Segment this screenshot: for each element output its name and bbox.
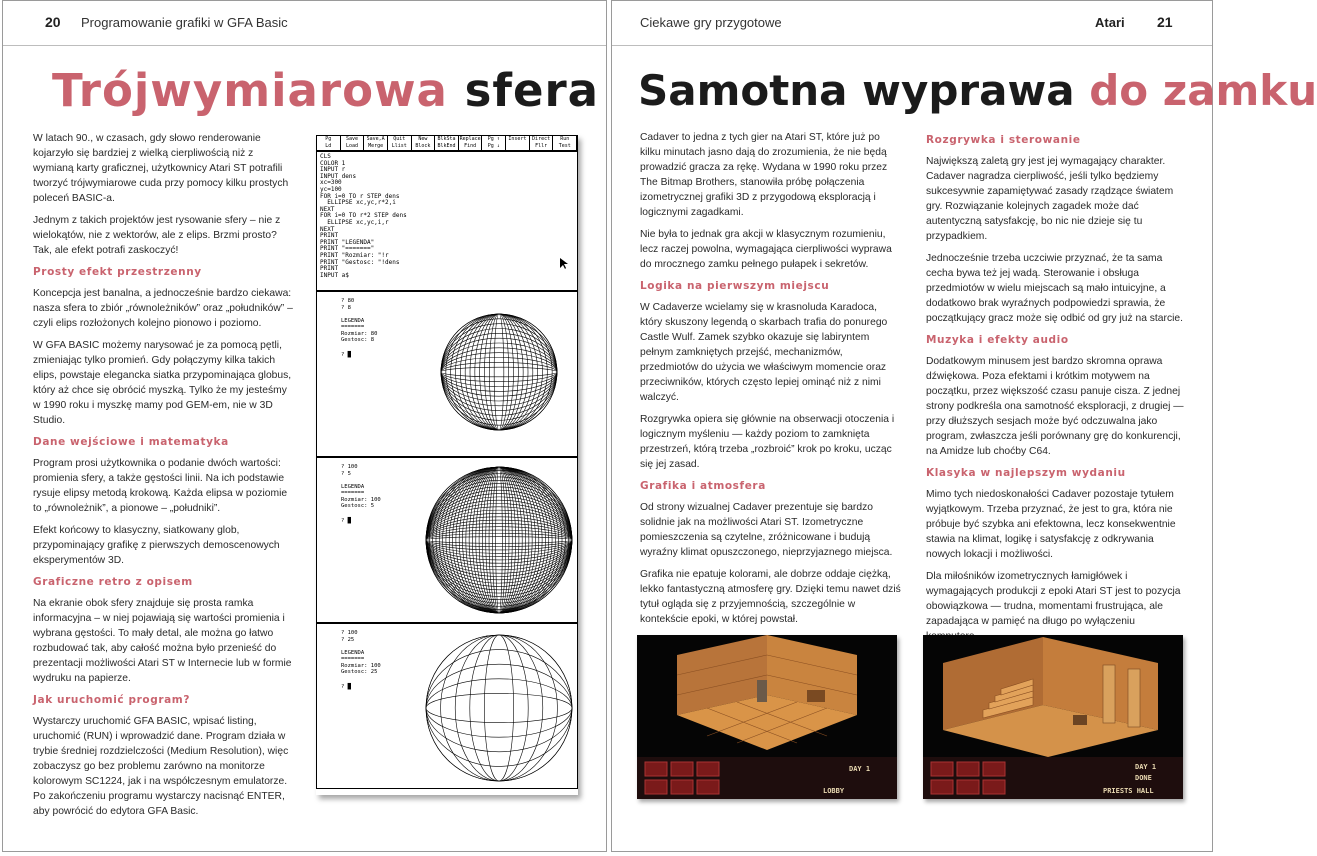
output-text: Gestosc: 25 (341, 669, 378, 675)
section-heading: Grafika i atmosfera (640, 480, 766, 492)
output-panel (316, 623, 578, 789)
section-heading: Rozgrywka i sterowanie (926, 134, 1081, 146)
paragraph: Nie była to jednak gra akcji w klasycznym rozumieniu, lecz raczej powolna, wymagająca cierpliwości wyprawa do mrocznego zamku pełnego pułapek i sekretów. (640, 229, 892, 270)
sphere-parallel (441, 362, 557, 381)
sphere-parallel (426, 467, 572, 613)
room-name: PRIESTS HALL (1103, 787, 1154, 795)
sphere-parallel (426, 494, 572, 587)
right-left-column (640, 130, 902, 634)
mouse-pointer-icon (560, 258, 568, 270)
output-panel (316, 457, 578, 623)
isometric-room-image (923, 635, 1183, 799)
paragraph: Dla miłośników izometrycznych łamigłówek i wymagających produkcji z epoki Atari ST jest to pozycja obowiązkowa — trudna, momentami frustrująca, ale zapadająca w pamięć na długo po wyłączeniu (926, 571, 1181, 627)
sphere-meridian (456, 314, 543, 430)
paragraph: Grafika nie epatuje kolorami, ale dobrze oddaje ciężką, lekko fantastyczną atmosferę gry. Dzięki temu nawet dziś tytuł ogląda się z przyjemnością, szczególnie w kontekście epoki, w której powstał. (640, 569, 901, 625)
menu-cell-label: Direct (532, 136, 551, 142)
output-text: Rozmiar: 100 (341, 663, 381, 669)
output-text: ? 100 (341, 464, 358, 470)
menu-cell-label: Block (415, 142, 431, 149)
paragraph: Od strony wizualnej Cadaver prezentuje się bardzo solidnie jak na możliwości Atari ST. Izometryczne pomieszczenia są czytelne, zróżnicowane i budują wyraźny klimat opuszczonego, nieprzyjaznego miejsca. (640, 502, 893, 558)
sphere-meridian (441, 314, 557, 430)
wireframe-sphere (317, 292, 577, 456)
menu-cell-label: Llist (391, 142, 407, 149)
day-counter: DAY 1 (849, 765, 871, 773)
sphere-parallel (426, 500, 572, 580)
right-right-column (926, 130, 1186, 651)
code-line: NEXT (320, 205, 335, 213)
code-line: INPUT dens (320, 172, 357, 180)
output-text: ? █ (341, 684, 351, 690)
code-line: COLOR 1 (320, 159, 346, 167)
section-heading: Klasyka w najlepszym wydaniu (926, 467, 1126, 479)
code-listing (317, 152, 577, 281)
sphere-meridian (496, 467, 503, 613)
brand-label: Atari (1095, 15, 1125, 30)
code-line: ELLIPSE xc,yc,i,r (320, 218, 389, 226)
output-text: LEGENDA (341, 318, 365, 324)
output-text: ? 100 (341, 630, 358, 636)
code-line: ELLIPSE xc,yc,r*2,i (320, 199, 396, 207)
menu-cell-label: Run (560, 136, 570, 142)
output-text: Rozmiar: 80 (341, 331, 378, 337)
paragraph: Koncepcja jest banalna, a jednocześnie bardzo ciekawa: nasza sfera to zbiór „równoleżników” oraz „południków” – czyli elips rozłożonych kolejno pionowo i poziomo. (33, 288, 293, 329)
output-text: ======= (341, 324, 365, 330)
menu-cell-label: Replace (459, 136, 481, 142)
paragraph: Mimo tych niedoskonałości Cadaver pozostaje tytułem wyjątkowym. Trzeba przyznać, że jest to gra, która nie próbuje być szybka ani efektowna, lecz konsekwentnie stawia na klimat, logikę i satysfakcję z odkrywania nowych lokacji i możliwości. (926, 489, 1176, 560)
sphere-meridian (482, 467, 515, 613)
menu-cell-label: BlkSta (437, 136, 456, 142)
code-line: PRINT (320, 265, 339, 273)
sphere-parallel (441, 314, 557, 430)
title-part-1: Trójwymiarowa (52, 64, 448, 117)
title-part-2: sfera (464, 64, 600, 117)
sphere-parallel (426, 487, 572, 593)
paragraph: Program prosi użytkownika o podanie dwóch wartości: promienia sfery, a także gęstości linii. Na ich podstawie rysuje elipsy metodą krokową. Każda elipsa w poziomie to „równoleżnik”, a pionowe – „południki”. (33, 458, 288, 514)
sphere-meridian (472, 467, 525, 613)
menu-cell[interactable] (388, 136, 412, 150)
sphere-parallel (426, 537, 572, 544)
sphere-parallel (426, 497, 572, 583)
menu-cell-label: New (418, 136, 428, 142)
code-line: yc=100 (320, 185, 342, 193)
sphere-parallel (426, 484, 572, 597)
right-page-title (638, 63, 1317, 119)
sphere-parallel (426, 523, 572, 556)
sphere-meridian (489, 467, 509, 613)
game-screenshot-priests-hall (923, 635, 1183, 799)
sphere-parallel (426, 504, 572, 577)
right-page (611, 0, 1317, 852)
output-text: Rozmiar: 100 (341, 497, 381, 503)
sphere-meridian (480, 314, 519, 430)
sphere-parallel (426, 517, 572, 563)
code-line: INPUT r (320, 166, 346, 174)
sphere-meridian (463, 467, 536, 613)
page-number-right: 21 (1157, 14, 1173, 30)
sphere-parallel (441, 367, 557, 377)
sphere-parallel (441, 353, 557, 392)
sphere-parallel (426, 679, 572, 737)
code-line: PRINT (320, 232, 339, 240)
sphere-parallel (426, 490, 572, 590)
menu-cell-label: Save (345, 136, 358, 142)
sphere-parallel (426, 477, 572, 603)
paragraph: Rozgrywka opiera się głównie na obserwacji otoczenia i logicznym myśleniu — każdy poziom to zamknięta przestrzeń, którą trzeba „rozbroić” krok po kroku, ucząc się jej zasad. (640, 414, 895, 470)
sphere-parallel (426, 530, 572, 550)
paragraph: Dodatkowym minusem jest bardzo skromna oprawa dźwiękowa. Poza efektami i krótkim motywem na początku, przez większość czasu panuje cisza. Z jednej strony podkreśla ona samotność eksploracji, z drugiej — przy dłuższych sesjach może być odczuwalna jako program, zwłaszcza jeśli porównany grę do konkurencji, na Amidze lub choćby C64. (926, 356, 1184, 457)
paragraph: Efekt końcowy to klasyczny, siatkowany glob, przypominający grafikę z pierwszych demoscenowych eksperymentów 3D. (33, 525, 280, 566)
output-text: ? 8 (341, 305, 351, 311)
sphere-parallel (426, 513, 572, 566)
sphere-meridian (470, 635, 528, 781)
output-text: ? 80 (341, 298, 355, 304)
sphere-meridian (460, 314, 537, 430)
sphere-meridian (476, 467, 522, 613)
day-counter: DAY 1 (1135, 763, 1157, 771)
page-number-left: 20 (45, 14, 61, 30)
output-text: ? 25 (341, 637, 355, 643)
sphere-meridian (489, 314, 508, 430)
title-part-2: do zamku (1089, 66, 1317, 115)
running-title-right: Ciekawe gry przygotowe (640, 15, 782, 30)
menu-cell[interactable] (553, 136, 577, 150)
sphere-parallel (441, 358, 557, 387)
sphere-meridian (459, 467, 539, 613)
paragraph: Jednym z takich projektów jest rysowanie sfery – nie z wielokątów, nie z wektorów, ale z elips. Brzmi prosto? Tak, ale efekt potrafi zaskoczyć! (33, 215, 281, 256)
code-line: xc=300 (320, 179, 342, 187)
room-name: LOBBY (823, 787, 845, 795)
sphere-parallel (426, 650, 572, 767)
menu-cell-label: BlkEnd (437, 142, 456, 149)
left-page-title (52, 63, 599, 119)
game-screenshot-lobby (637, 635, 897, 799)
sphere-meridian (443, 467, 556, 613)
menu-cell[interactable] (341, 136, 365, 150)
paragraph: W GFA BASIC możemy narysować je za pomocą pętli, zmieniając tylko promień. Gdy połączymy kilka takich elips, powstaje elegancka siatka przypominająca globus, który aż chce się obrócić myszką. Tylko że my jesteśmy w 1990 roku i myszkę mamy pod GEM-em, nie w 3D Studio. (33, 340, 292, 426)
code-line: FOR i=0 TO r STEP dens (320, 192, 400, 200)
left-article-column (33, 131, 295, 826)
sphere-meridian (446, 467, 552, 613)
menu-cell[interactable] (317, 136, 341, 150)
menu-cell-label: Load (345, 142, 358, 149)
sphere-meridian (426, 467, 572, 613)
code-editor (316, 151, 578, 291)
section-heading: Prosty efekt przestrzenny (33, 266, 202, 278)
menu-cell-label: Fllr (535, 142, 548, 149)
sphere-meridian (455, 635, 543, 781)
menu-cell[interactable] (530, 136, 554, 150)
menu-cell-label: Pg ↑ (487, 136, 500, 142)
sphere-parallel (426, 533, 572, 546)
section-heading: Muzyka i efekty audio (926, 334, 1069, 346)
sphere-parallel (426, 480, 572, 599)
code-line: INPUT a$ (320, 271, 349, 279)
section-heading: Jak uruchomić program? (33, 694, 191, 706)
sphere-meridian (486, 467, 513, 613)
output-text: LEGENDA (341, 650, 365, 656)
paragraph: Cadaver to jedna z tych gier na Atari ST, które już po kilku minutach jasno dają do zrozumienia, że nie będą prowadzić gracza za rękę. Wydana w 1990 roku przez The Bitmap Brothers, stanowiła próbę połączenia izometrycznej grafiki 3D z przygodową eksploracją i logicznymi zagadkami. (640, 132, 888, 218)
sphere-meridian (441, 635, 558, 781)
menu-cell[interactable] (482, 136, 506, 150)
sphere-parallel (441, 338, 557, 406)
paragraph: Jednocześnie trzeba uczciwie przyznać, że ta sama cecha bywa też jej wadą. Sterowanie i obsługa przedmiotów w wielu miejscach są mało intuicyjne, a dodatkowo brak wyraźnych podpowiedzi sprawia, że początkujący gracz może się odbić od gry już na starcie. (926, 253, 1183, 324)
left-page (2, 0, 607, 852)
sphere-parallel (426, 470, 572, 609)
section-heading: Logika na pierwszym miejscu (640, 280, 830, 292)
sphere-parallel (441, 348, 557, 396)
sphere-parallel (426, 693, 572, 722)
isometric-room-image (637, 635, 897, 799)
menu-cell[interactable] (364, 136, 388, 150)
menu-cell[interactable] (459, 136, 483, 150)
sphere-meridian (465, 314, 533, 430)
left-header (3, 1, 606, 46)
output-text: LEGENDA (341, 484, 365, 490)
code-line: NEXT (320, 225, 335, 233)
sphere-meridian (426, 635, 572, 781)
running-title-left: Programowanie grafiki w GFA Basic (81, 15, 288, 30)
wireframe-sphere (317, 458, 577, 622)
wireframe-sphere (317, 624, 577, 788)
output-text: ? █ (341, 352, 351, 358)
sphere-meridian (484, 635, 513, 781)
menu-cell-label: Save,A (366, 136, 385, 142)
output-text: ? █ (341, 518, 351, 524)
paragraph: Największą zaletą gry jest jej wymagający charakter. Cadaver nagradza cierpliwość, jeśli tylko będziemy sukcesywnie zapamiętywać zasady rządzące światem gry. Rozwiązanie kolejnych zagadek może dać autentyczną satysfakcję, bo nic nie dzieje się tu przypadkiem. (926, 156, 1174, 242)
sphere-meridian (479, 467, 519, 613)
section-heading: Dane wejściowe i matematyka (33, 436, 229, 448)
menu-cell-label: Pg (325, 136, 332, 142)
output-text: ? 5 (341, 471, 351, 477)
code-line: PRINT "=======" (320, 245, 375, 253)
sphere-meridian (439, 467, 558, 613)
sphere-meridian (485, 314, 514, 430)
status-text: DONE (1135, 774, 1152, 782)
title-part-1: Samotna wyprawa (638, 66, 1075, 115)
right-header (612, 1, 1212, 46)
menu-cell[interactable] (506, 136, 530, 150)
menu-cell-label: Find (464, 142, 477, 149)
menu-cell-label: Insert (508, 136, 527, 142)
output-text: ======= (341, 656, 365, 662)
gfa-basic-screenshot (316, 135, 578, 795)
code-line: PRINT "Rozmiar: "!r (320, 251, 389, 259)
sphere-parallel (426, 664, 572, 752)
sphere-parallel (441, 329, 557, 416)
sphere-meridian (453, 467, 546, 613)
sphere-parallel (426, 527, 572, 554)
sphere-parallel (426, 520, 572, 560)
sphere-meridian (436, 467, 562, 613)
code-line: PRINT "Gestosc: "!dens (320, 258, 400, 266)
sphere-meridian (429, 467, 568, 613)
menu-cell[interactable] (412, 136, 436, 150)
sphere-meridian (456, 467, 542, 613)
sphere-parallel (426, 635, 572, 781)
code-line: FOR i=0 TO r*2 STEP dens (320, 212, 407, 220)
menu-cell-label: Pg ↓ (487, 142, 500, 149)
section-heading: Graficzne retro z opisem (33, 576, 193, 588)
paragraph: W Cadaverze wcielamy się w krasnoluda Karadoca, który skuszony legendą o skarbach trafia do ponurego Castle Wulf. Zamek szybko okazuje się labiryntem pełnym zamkniętych przejść, mechanizmów, przedmiotów do użycia we właściwym momencie oraz przeciwników, których często lepiej ominąć niż z nimi walczyć. (640, 302, 888, 403)
sphere-meridian (494, 314, 504, 430)
paragraph: Wystarczy uruchomić GFA BASIC, wpisać listing, uruchomić (RUN) i wprowadzić dane. Program działa w trybie średniej rozdzielczości (Medium Resolution), więc zobaczysz go bez problemu zarówno na monitorze kolorowym SC1224, jak i na współczesnym emulatorze. Po zakończeniu programu wystarczy nacisnąć ENTER, aby powrócić do edytora GFA Basic. (33, 716, 289, 817)
output-text: Gestosc: 5 (341, 503, 375, 509)
sphere-parallel (441, 333, 557, 410)
output-text: Gestosc: 8 (341, 337, 375, 343)
paragraph: Na ekranie obok sfery znajduje się prosta ramka informacyjna – w niej pojawiają się wartości promienia i wybrana gęstości. To mały detal, ale można go łatwo rozbudować tak, aby całość można było przenieść do prezentacji możliwości Atari ST w Internecie lub w formie wydruku na papierze. (33, 598, 292, 684)
output-text: ======= (341, 490, 365, 496)
gfa-menu-bar (316, 135, 578, 151)
menu-cell-label: Ld (325, 142, 332, 149)
sphere-meridian (449, 467, 549, 613)
sphere-meridian (475, 314, 523, 430)
menu-cell[interactable] (435, 136, 459, 150)
code-line: CLS (320, 153, 331, 160)
paragraph: W latach 90., w czasach, gdy słowo renderowanie kojarzyło się bardziej z wielką cierpliwością niż z wymianą karty graficznej, użytkownicy Atari ST potrafili tworzyć trójwymiarowe cuda przy pomocy kilku prostych poleceń BASIC-a. (33, 133, 289, 204)
menu-cell-label: Merge (368, 142, 384, 149)
output-panel (316, 291, 578, 457)
menu-cell-label: Quit (393, 136, 406, 142)
code-line: PRINT "LEGENDA" (320, 238, 375, 246)
menu-cell-label: Test (558, 142, 571, 149)
sphere-meridian (492, 467, 505, 613)
